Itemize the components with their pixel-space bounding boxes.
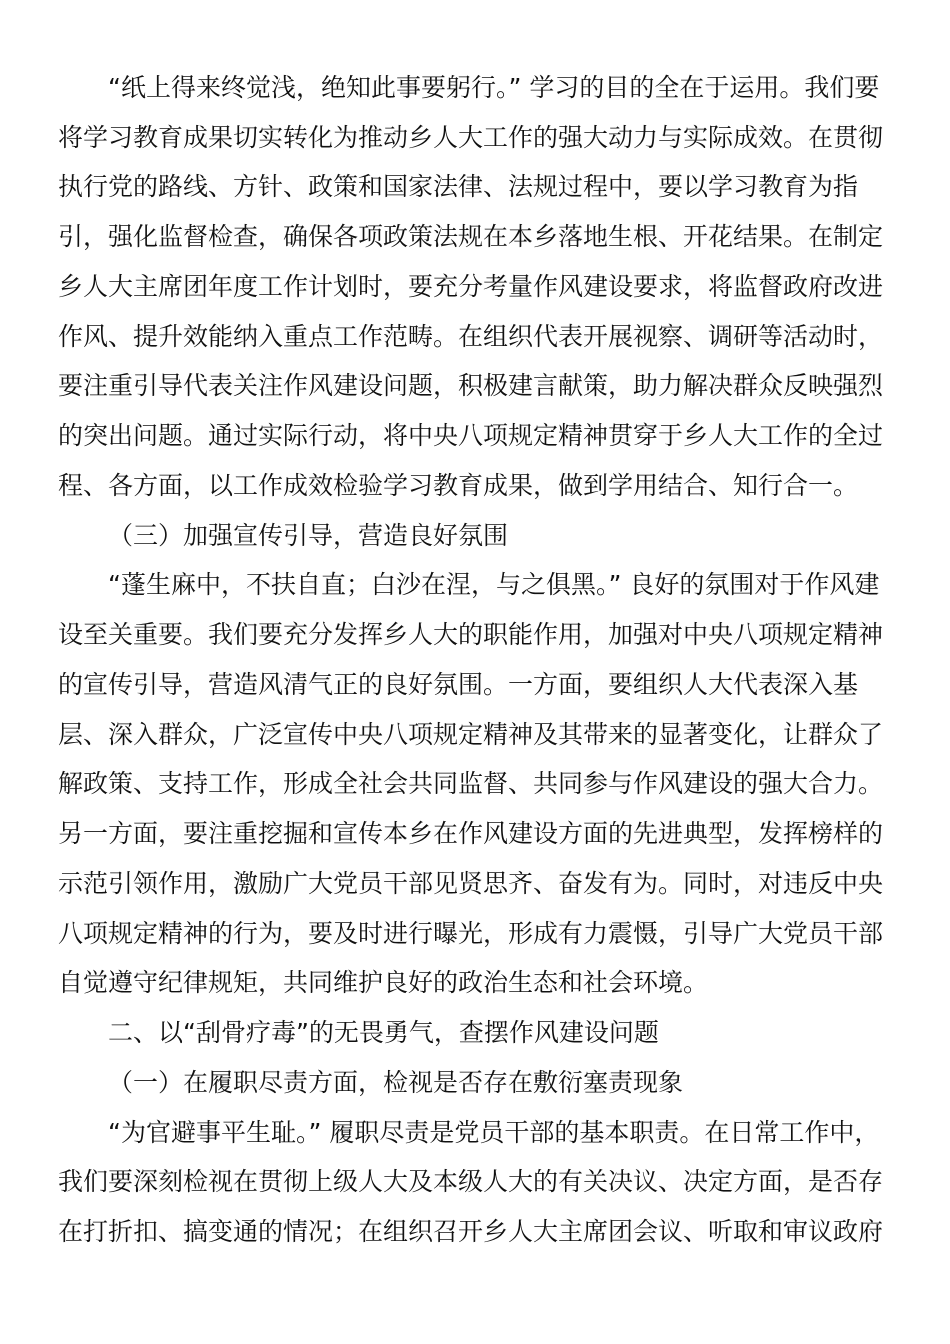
text-line: 自觉遵守纪律规矩，共同维护良好的政治生态和社会环境。 [58,968,709,997]
text-line: 引，强化监督检查，确保各项政策法规在本乡落地生根、开花结果。在制定 [58,222,884,251]
text-line: 要注重引导代表关注作风建设问题，积极建言献策，助力解决群众反映强烈 [58,371,884,400]
text-line: 示范引领作用，激励广大党员干部见贤思齐、奋发有为。同时，对违反中央 [58,869,884,898]
text-line: “纸上得来终觉浅，绝知此事要躬行。” 学习的目的全在于运用。我们要 [108,73,880,102]
text-line: 的宣传引导，营造风清气正的良好氛围。一方面，要组织人大代表深入基 [58,670,859,699]
text-line: “为官避事平生耻。” 履职尽责是党员干部的基本职责。在日常工作中， [108,1118,880,1147]
text-line: 乡人大主席团年度工作计划时，要充分考量作风建设要求，将监督政府改进 [58,272,884,301]
section-heading: 二、以“刮骨疗毒”的无畏勇气，查摆作风建设问题 [108,1018,659,1047]
text-line: “蓬生麻中，不扶自直；白沙在涅，与之俱黑。” 良好的氛围对于作风建 [108,570,880,599]
text-line: 执行党的路线、方针、政策和国家法律、法规过程中，要以学习教育为指 [58,172,859,201]
text-line: 解政策、支持工作，形成全社会共同监督、共同参与作风建设的强大合力。 [58,769,884,798]
text-line: 设至关重要。我们要充分发挥乡人大的职能作用，加强对中央八项规定精神 [58,620,884,649]
text-line: 层、深入群众，广泛宣传中央八项规定精神及其带来的显著变化，让群众了 [58,720,884,749]
text-line: 的突出问题。通过实际行动，将中央八项规定精神贯穿于乡人大工作的全过 [58,421,884,450]
text-line: 程、各方面，以工作成效检验学习教育成果，做到学用结合、知行合一。 [58,471,859,500]
text-line: 将学习教育成果切实转化为推动乡人大工作的强大动力与实际成效。在贯彻 [58,123,884,152]
text-line: 在打折扣、搞变通的情况；在组织召开乡人大主席团会议、听取和审议政府 [58,1217,884,1246]
text-line: 我们要深刻检视在贯彻上级人大及本级人大的有关决议、决定方面，是否存 [58,1167,884,1196]
text-line: 作风、提升效能纳入重点工作范畴。在组织代表开展视察、调研等活动时， [58,322,884,351]
section-heading: （三）加强宣传引导，营造良好氛围 [108,521,509,550]
text-line: 八项规定精神的行为，要及时进行曝光，形成有力震慑，引导广大党员干部 [58,919,884,948]
subsection-heading: （一）在履职尽责方面，检视是否存在敷衍塞责现象 [108,1068,684,1097]
text-line: 另一方面，要注重挖掘和宣传本乡在作风建设方面的先进典型，发挥榜样的 [58,819,884,848]
